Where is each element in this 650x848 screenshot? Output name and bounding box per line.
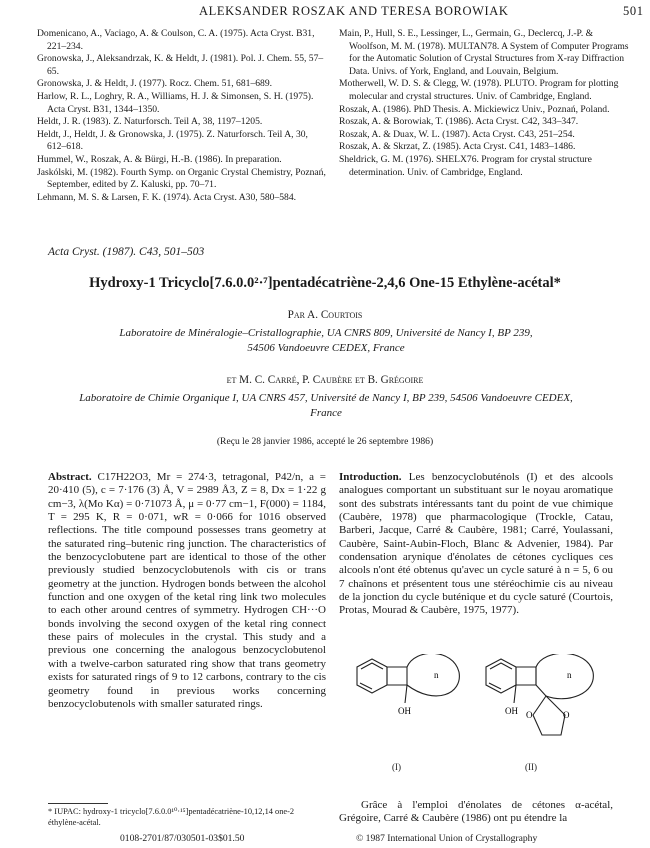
affiliation-2-line-1: Laboratoire de Chimie Organique I, UA CNRS 457, Université de Nancy I, BP 239, 54506 Vandoeuvre CEDEX, [79,392,573,404]
issn-code: 0108-2701/87/030501-03$01.50 [120,833,245,844]
label-oh-ii: OH [505,706,518,716]
ketal-bond-ii [536,685,546,696]
reference-entry: Harlow, R. L., Loghry, R. A., Williams, H. J. & Simonsen, S. H. (1975). Acta Cryst. B31, 1344–1350. [37,90,314,115]
reference-entry: Sheldrick, G. M. (1976). SHELX76. Program for crystal structure determination. Univ. of Cambridge, England. [339,153,592,178]
reference-entry: Gronowska, J. & Heldt, J. (1977). Rocz. Chem. 51, 681–689. [37,78,273,90]
oh-bond-ii [514,685,516,703]
author-line-1: Par A. Courtois [287,309,363,321]
references-left-column [37,28,327,204]
received-dates: (Reçu le 28 janvier 1986, accepté le 26 septembre 1986) [216,436,434,447]
journal-citation: Acta Cryst. (1987). C43, 501–503 [48,246,205,258]
reference-entry: Lehmann, M. S. & Larsen, F. K. (1974). Acta Cryst. A30, 580–584. [37,191,297,203]
benzene-ring-ii [486,659,516,693]
page-number: 501 [623,4,644,18]
introduction [339,471,613,618]
reference-entry: Roszak, A. & Duax, W. L. (1987). Acta Cryst. C43, 251–254. [339,128,575,140]
aromatic-bond-ii [490,663,512,669]
author-line-2: et M. C. Carré, P. Caubère et B. Grégoire [226,374,424,386]
abstract-text: C17H22O3, Mr = 274·3, tetragonal, P42/n, a = 20·410 (5), c = 7·176 (3) Å, V = 2989 Å3, Z = 8, Dx = 1·22 g cm−3, λ(Mo Kα) = 0·71073 Å, μ = 0·77 cm−1, F(000) = 1184, T = 295 K, R = 0·071, wR = 0·066 for 1016 observed reflections. The title compound possesses trans geometry at the saturated ring–butenic ring junction. The characteristics of the benzocyclobutene part are identical to those of the other previously studied benzocyclobutenols with cis or trans geometry at the junction. Hydrogen bonds between the alcohol function and one oxygen of the ketal ring link two molecules to each other around centres of symmetry. Hydrogen CH···O bonds involving the second oxygen of the ketal ring connect these pairs of molecules in the crystal. This study and a previous one concerning the analogous benzocyclobutenol with a twelve-carbon saturated ring show that trans geometry exists for saturated rings of 9 to 12 carbons, contrary to the cis geometry found in previous works concerning benzocyclobutenols with smaller saturated rings. [48,471,327,710]
affiliation-2 [40,391,612,420]
label-n-ii: n [567,670,572,680]
affiliation-1 [52,326,600,355]
reference-entry: Hummel, W., Roszak, A. & Bürgi, H.-B. (1986). In preparation. [37,153,282,165]
cyclobutene-ring-i [387,667,407,685]
affiliation-2-line-2: France [310,406,342,419]
reference-entry: Domenicano, A., Vaciago, A. & Coulson, C. A. (1975). Acta Cryst. B31, 221–234. [37,28,315,52]
reference-entry: Main, P., Hull, S. E., Lessinger, L., Germain, G., Declercq, J.-P. & Woolfson, M. M. (1978). MULTAN78. A System of Computer Programs for the Automatic Solution of Crystal Structures from X-ray Diffraction Data. Univs. of York, England, and Louvain, Belgium. [339,28,629,77]
reference-entry: Roszak, A. (1986). PhD Thesis. A. Mickiewicz Univ., Poznań, Poland. [339,103,610,115]
footnote-rule [48,803,108,804]
caption-structure-ii: (II) [525,762,537,772]
caption-structure-i: (I) [392,762,401,772]
reference-entry: Jaskólski, M. (1982). Fourth Symp. on Organic Crystal Chemistry, Poznań, September, edited by Z. Kaluski, pp. 70–71. [37,166,326,191]
reference-entry: Motherwell, W. D. S. & Clegg, W. (1978). PLUTO. Program for plotting molecular and crystal structures. Univ. of Cambridge, England. [339,78,619,102]
reference-entry: Heldt, J. R. (1983). Z. Naturforsch. Teil A, 38, 1197–1205. [37,116,263,128]
label-o-ii: O [563,710,570,720]
benzene-ring-i [357,659,387,693]
label-oh-i: OH [398,706,411,716]
footnote: * IUPAC: hydroxy-1 tricyclo[7.6.0.0¹⁰·¹⁵]pentadécatriène-10,12,14 one-2 éthylène-acétal. [48,807,295,827]
introduction-heading: Introduction. [339,471,402,483]
label-o-ii: O [526,710,533,720]
introduction-text: Les benzocyclobuténols (I) et des alcools analogues comportant un substituant sur le noyau aromatique sont des substrats intéressants tant du point de vue chimique (Caubère, 1978) que pharmacologique (Trockle, Catau, Barberi, Jacque, Carré & Caubère, 1981; Carré, Youlassani, Caubère, Saint-Aubin-Floch, Blanc & Advenier, 1984). Par condensation arynique d'énolates de cétones cycliques ces alcools n'ont été obtenus qu'avec un cycle saturé à n = 5, 6 ou 7 chaînons et présentent tous une stéréochimie cis au niveau de la jonction du cycle buténique et du cycle saturé (Courtois, Protas, Mourad & Caubère, 1975, 1977). [339,471,613,617]
references-right-column [339,28,629,179]
reference-entry: Gronowska, J., Aleksandrzak, K. & Heldt, J. (1981). Pol. J. Chem. 55, 57–65. [37,53,324,77]
abstract-heading: Abstract. [48,471,92,483]
reference-entry: Roszak, A. & Borowiak, T. (1986). Acta Cryst. C42, 343–347. [339,116,579,128]
dioxolane-ring-ii [533,696,565,735]
aromatic-bond-i [361,663,383,669]
reference-entry: Heldt, J., Heldt, J. & Gronowska, J. (1975). Z. Naturforsch. Teil A, 30, 612–618. [37,128,308,153]
affiliation-1-line-2: 54506 Vandoeuvre CEDEX, France [247,341,405,354]
label-n-i: n [434,670,439,680]
saturated-ring-ii [536,654,593,699]
running-title: ALEKSANDER ROSZAK AND TERESA BOROWIAK [199,4,509,18]
article-title: Hydroxy-1 Tricyclo[7.6.0.0²·⁷]pentadécatriène-2,4,6 One-15 Ethylène-acétal* [89,275,561,291]
oh-bond-i [405,685,407,703]
cyclobutene-ring-ii [516,667,536,685]
abstract [48,471,326,711]
copyright-line: © 1987 International Union of Crystallography [356,833,538,844]
structure-drawing [349,654,611,784]
continuation-paragraph: Grâce à l'emploi d'énolates de cétones α-acétal, Grégoire, Carré & Caubère (1986) ont pu étendre la [339,799,613,825]
affiliation-1-line-1: Laboratoire de Minéralogie–Cristallographie, UA CNRS 809, Université de Nancy I, BP 239, [119,327,533,339]
reference-entry: Roszak, A. & Skrzat, Z. (1985). Acta Cryst. C41, 1483–1486. [339,141,576,153]
chemical-structures-figure [349,654,611,784]
